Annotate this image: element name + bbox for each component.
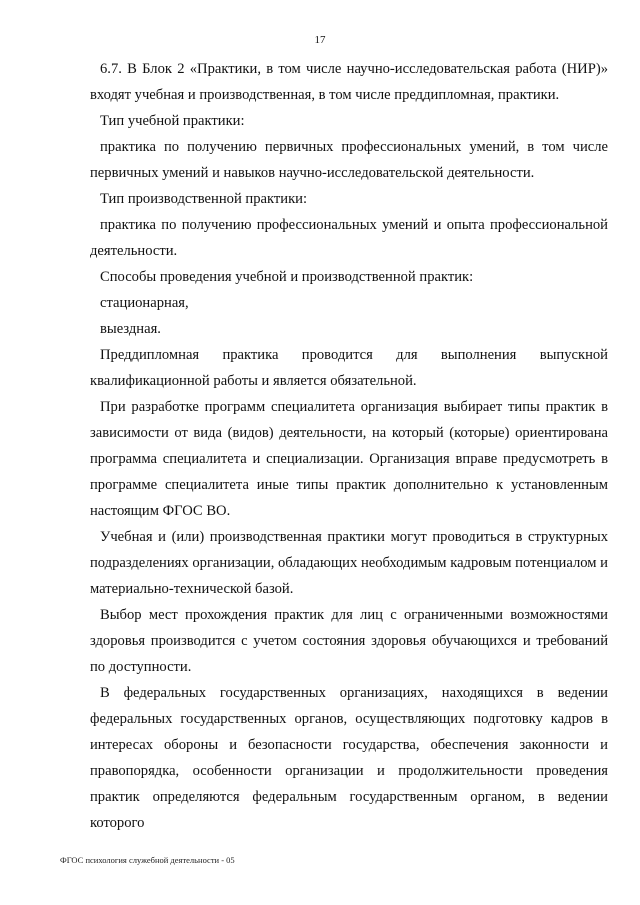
paragraph-study-practice-type-heading: Тип учебной практики: (100, 113, 245, 129)
paragraph-disabled-persons: Выбор мест прохождения практик для лиц с ограниченными возможностями здоровья производится с учетом состояния здоровья обучающихся и требований по доступности. (90, 607, 608, 675)
paragraph-practice-methods-heading: Способы проведения учебной и производственной практик: (100, 269, 474, 285)
paragraph-structural-units: Учебная и (или) производственная практики могут проводиться в структурных подразделениях организации, обладающих необходимым кадровым потенциалом и материально-технической базой. (90, 529, 608, 597)
paragraph-federal-organizations: В федеральных государственных организациях, находящихся в ведении федеральных государственных органов, осуществляющих подготовку кадров в интересах обороны и безопасности государства, обеспечения законности и правопорядка, особенности организации и продолжительности проведения практик определяются федеральным государственным органом, в ведении которого (90, 685, 608, 831)
paragraph-6-7: 6.7. В Блок 2 «Практики, в том числе научно-исследовательская работа (НИР)» входят учебная и производственная, в том числе преддипломная, практики. (90, 61, 608, 103)
paragraph-method-field: выездная. (100, 321, 161, 337)
paragraph-program-development: При разработке программ специалитета организация выбирает типы практик в зависимости от вида (видов) деятельности, на который (которые) ориентирована программа специалитета и специализации. Организация вправе предусмотреть в программе специалитета иные типы практик дополнительно к установленным настоящим ФГОС ВО. (90, 399, 608, 519)
page-number: 17 (314, 34, 326, 46)
paragraph-method-stationary: стационарная, (100, 295, 189, 311)
page-footer: ФГОС психология служебной деятельности - 05 (60, 855, 235, 865)
paragraph-production-practice-type-heading: Тип производственной практики: (100, 191, 308, 207)
paragraph-study-practice-type: практика по получению первичных профессиональных умений, в том числе первичных умений и навыков научно-исследовательской деятельности. (90, 139, 608, 181)
paragraph-pregraduation-practice: Преддипломная практика проводится для выполнения выпускной квалификационной работы и является обязательной. (90, 347, 608, 389)
page-body (90, 56, 608, 836)
paragraph-production-practice-type: практика по получению профессиональных умений и опыта профессиональной деятельности. (90, 217, 608, 259)
